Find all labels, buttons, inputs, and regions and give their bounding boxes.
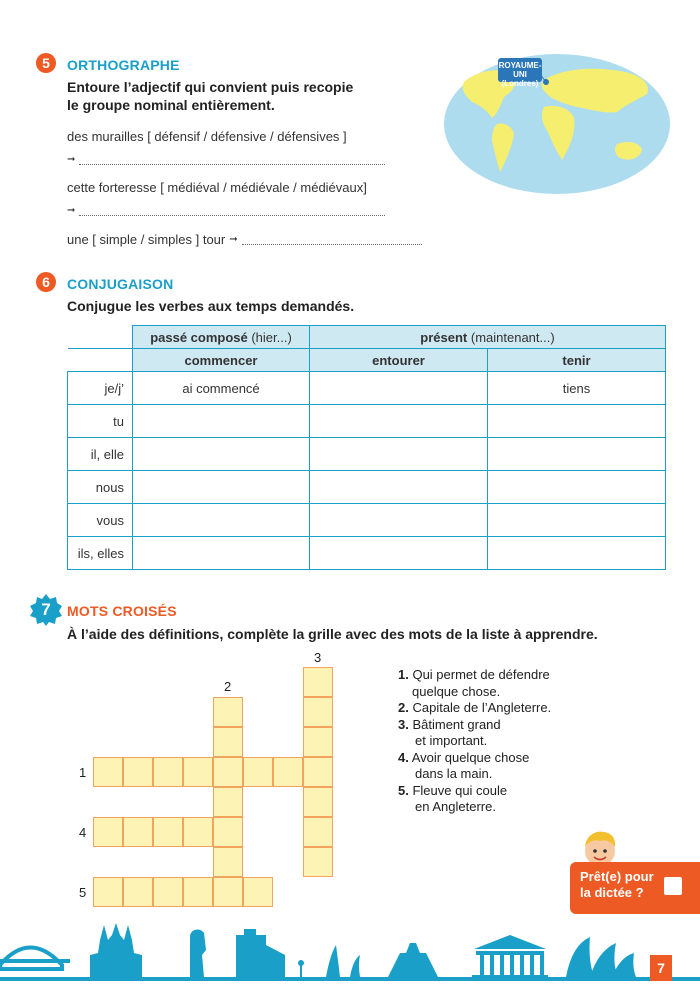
crossword-cell[interactable] (153, 757, 183, 787)
crossword-cell[interactable] (243, 877, 273, 907)
definition-5: 5. Fleuve qui coule (398, 782, 508, 798)
crossword-cell[interactable] (303, 847, 333, 877)
table-row (68, 372, 666, 405)
answer-cell[interactable] (488, 537, 666, 570)
crossword-cell[interactable] (123, 817, 153, 847)
exercise-item-3-text: une [ simple / simples ] tour (67, 232, 226, 247)
answer-cell[interactable] (133, 438, 310, 471)
answer-cell[interactable] (488, 504, 666, 537)
definition-2: 2. Capitale de l’Angleterre. (398, 700, 552, 715)
verb-header: tenir (488, 349, 666, 372)
section-7-badge: 7 (41, 600, 51, 619)
definition-3: 3. Bâtiment grand (398, 716, 501, 732)
answer-line-2[interactable] (67, 205, 385, 216)
answer-cell[interactable] (310, 471, 488, 504)
definition-1: 1. Qui permet de défendre (398, 667, 550, 682)
crossword-cell[interactable] (213, 787, 243, 817)
arrow-icon: ➞ (229, 234, 238, 245)
section-6-title: CONJUGAISON (67, 276, 174, 292)
world-map (442, 52, 672, 197)
answer-cell[interactable] (310, 405, 488, 438)
crossword-cell[interactable] (243, 757, 273, 787)
answer-cell[interactable] (133, 405, 310, 438)
table-row (68, 471, 666, 504)
arrow-icon: ➞ (67, 205, 76, 216)
crossword-cell[interactable] (153, 877, 183, 907)
table-row (68, 438, 666, 471)
crossword-number-3: 3 (314, 650, 322, 665)
crossword-cell[interactable] (213, 877, 243, 907)
pronoun-cell: tu (68, 405, 133, 438)
crossword-cell[interactable] (303, 697, 333, 727)
answer-cell[interactable]: tiens (488, 372, 666, 405)
crossword-number-5: 5 (79, 885, 87, 900)
ready-line-2: la dictée ? (580, 885, 644, 900)
answer-cell[interactable] (133, 504, 310, 537)
crossword-cell[interactable] (183, 877, 213, 907)
answer-line-1[interactable] (67, 154, 385, 165)
section-7-instruction: À l’aide des définitions, complète la grille avec des mots de la liste à apprendre. (67, 626, 598, 642)
pronoun-cell: je/j’ (68, 372, 133, 405)
page-number: 7 (650, 955, 672, 981)
ready-line-1: Prêt(e) pour (580, 869, 654, 884)
monuments-skyline (0, 915, 700, 990)
section-5-instruction-2: le groupe nominal entièrement. (67, 97, 275, 113)
verb-header: commencer (133, 349, 310, 372)
crossword-cell[interactable] (93, 877, 123, 907)
answer-cell[interactable] (310, 504, 488, 537)
crossword-cell[interactable] (303, 727, 333, 757)
answer-cell[interactable] (310, 372, 488, 405)
pronoun-cell: nous (68, 471, 133, 504)
definition-4: 4. Avoir quelque chose (398, 749, 530, 765)
crossword-cell[interactable] (153, 817, 183, 847)
section-5-title: ORTHOGRAPHE (67, 57, 180, 73)
table-row (68, 537, 666, 570)
pronoun-cell: vous (68, 504, 133, 537)
definition-4-cont: dans la main. (415, 766, 493, 781)
crossword-cell[interactable] (213, 757, 243, 787)
map-label-country: ROYAUME-UNI (498, 61, 542, 79)
arrow-icon: ➞ (67, 154, 76, 165)
answer-line-3[interactable] (242, 235, 422, 245)
table-row (68, 504, 666, 537)
crossword-cell[interactable] (303, 817, 333, 847)
section-6-instruction: Conjugue les verbes aux temps demandés. (67, 298, 355, 314)
conjugation-table (67, 325, 666, 570)
definitions-list (398, 667, 551, 816)
crossword-cell[interactable] (303, 787, 333, 817)
crossword-number-2: 2 (224, 679, 232, 694)
section-5-instruction-1: Entoure l’adjectif qui convient puis recopie (67, 79, 354, 95)
section-7-title: MOTS CROISÉS (67, 603, 177, 619)
crossword-cell[interactable] (303, 757, 333, 787)
table-row (68, 405, 666, 438)
pronoun-cell: ils, elles (68, 537, 133, 570)
section-6-badge: 6 (36, 272, 56, 292)
crossword-cell[interactable] (123, 877, 153, 907)
answer-cell[interactable] (488, 405, 666, 438)
pronoun-cell: il, elle (68, 438, 133, 471)
map-label (498, 61, 542, 88)
answer-cell[interactable] (310, 438, 488, 471)
exercise-item-1: des murailles [ défensif / défensive / défensives ] (67, 129, 347, 144)
crossword-cell[interactable] (213, 847, 243, 877)
definition-1-cont: quelque chose. (412, 683, 501, 699)
definition-3-cont: et important. (415, 733, 488, 748)
crossword-cell[interactable] (183, 757, 213, 787)
answer-cell[interactable] (488, 438, 666, 471)
crossword-cell[interactable] (93, 757, 123, 787)
crossword-cell[interactable] (183, 817, 213, 847)
crossword-cell[interactable] (93, 817, 123, 847)
crossword-cell[interactable] (213, 727, 243, 757)
answer-cell[interactable] (133, 471, 310, 504)
crossword-number-4: 4 (79, 825, 87, 840)
crossword-cell[interactable] (123, 757, 153, 787)
tense-header-passe-compose: passé composé (hier...) (133, 326, 310, 349)
crossword-cell[interactable] (273, 757, 303, 787)
definition-5-cont: en Angleterre. (415, 799, 496, 814)
crossword-cell[interactable] (213, 817, 243, 847)
exercise-item-3 (67, 232, 422, 247)
crossword-cell[interactable] (213, 697, 243, 727)
tense-header-present: présent (maintenant...) (310, 326, 666, 349)
answer-cell[interactable]: ai commencé (133, 372, 310, 405)
crossword-number-1: 1 (79, 765, 87, 780)
answer-cell[interactable] (133, 537, 310, 570)
ready-checkbox[interactable] (664, 877, 682, 895)
crossword-cell[interactable] (303, 667, 333, 697)
exercise-item-2: cette forteresse [ médiéval / médiévale / médiévaux] (67, 180, 367, 195)
verb-header: entourer (310, 349, 488, 372)
answer-cell[interactable] (488, 471, 666, 504)
section-5-badge: 5 (36, 53, 56, 73)
answer-cell[interactable] (310, 537, 488, 570)
map-label-city: (Londres) (501, 79, 539, 88)
